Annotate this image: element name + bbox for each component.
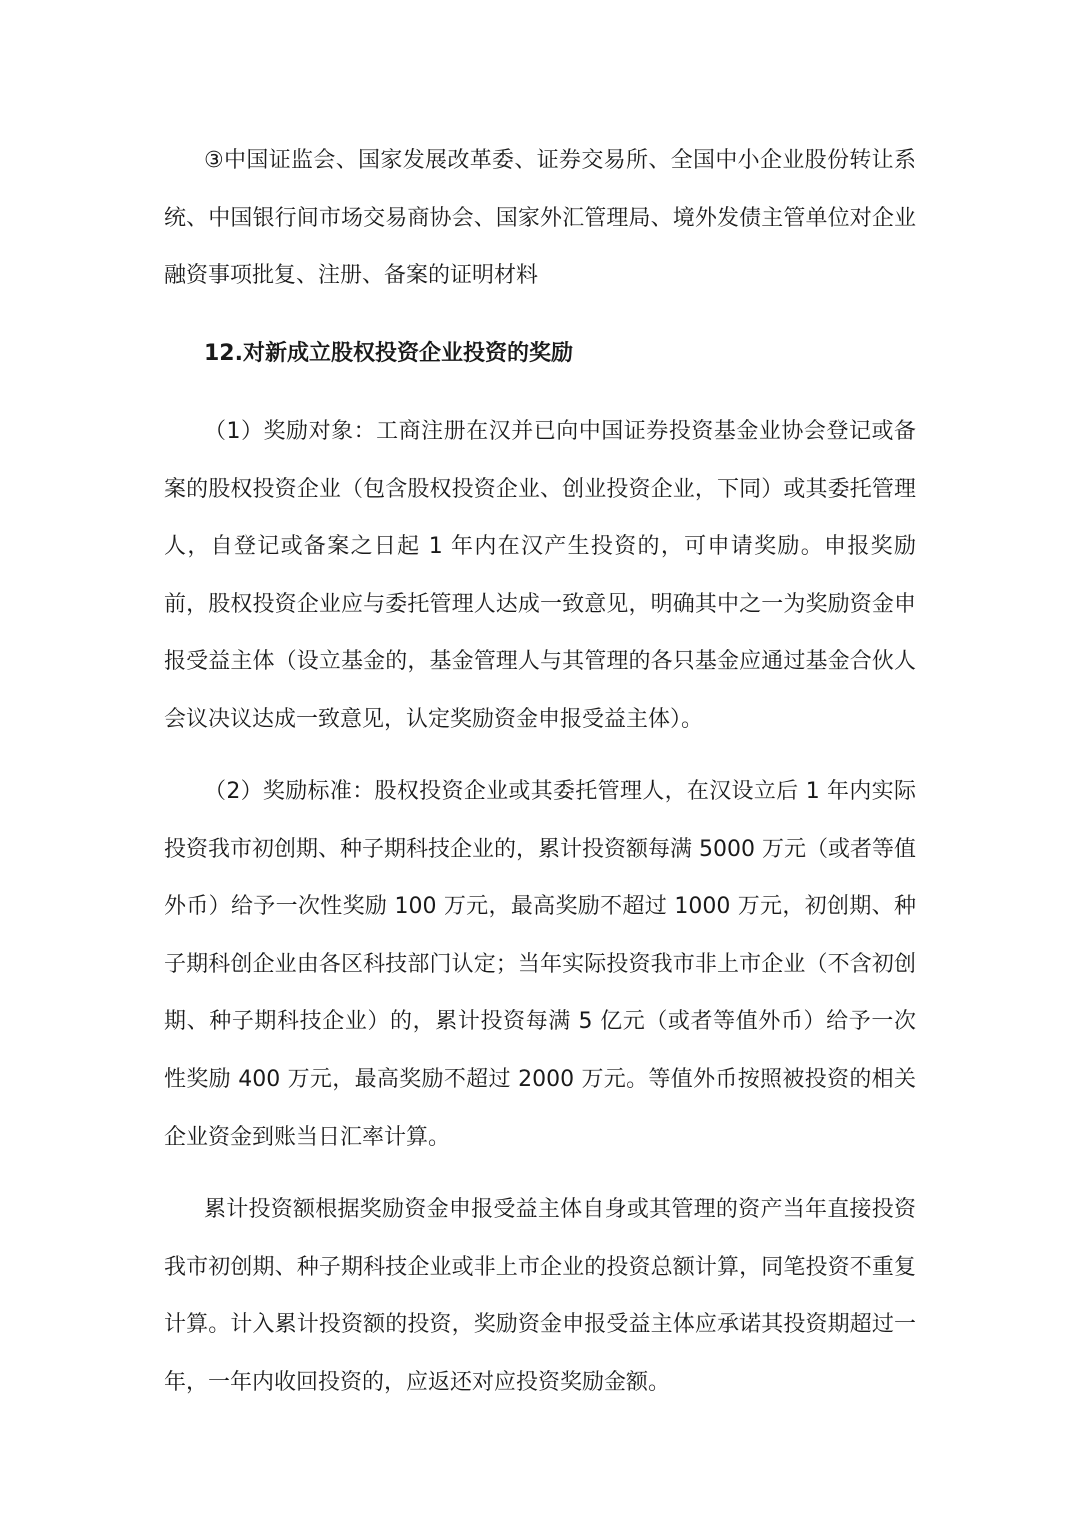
- paragraph-cumulative-calculation: 累计投资额根据奖励资金申报受益主体自身或其管理的资产当年直接投资我市初创期、种子期科技企业或非上市企业的投资总额计算，同笔投资不重复计算。计入累计投资额的投资，奖励资金申报受益主体应承诺其投资期超过一年，一年内收回投资的，应返还对应投资奖励金额。: [164, 1197, 916, 1395]
- paragraph-item-3-proof-materials: ③中国证监会、国家发展改革委、证券交易所、全国中小企业股份转让系统、中国银行间市场交易商协会、国家外汇管理局、境外发债主管单位对企业融资事项批复、注册、备案的证明材料: [164, 148, 916, 289]
- paragraph-reward-standard: （2）奖励标准：股权投资企业或其委托管理人，在汉设立后 1 年内实际投资我市初创期、种子期科技企业的，累计投资额每满 5000 万元（或者等值外币）给予一次性奖励 100 万元，最高奖励不超过 1000 万元，初创期、种子期科创企业由各区科技部门认定；当年实际投资我市非上市企业（不含初创期、种子期科技企业）的，累计投资每满 5 亿元（或者等值外币）给予一次性奖励 400 万元，最高奖励不超过 2000 万元。等值外币按照被投资的相关企业资金到账当日汇率计算。: [164, 779, 916, 1150]
- paragraph-reward-target: （1）奖励对象：工商注册在汉并已向中国证券投资基金业协会登记或备案的股权投资企业（包含股权投资企业、创业投资企业，下同）或其委托管理人，自登记或备案之日起 1 年内在汉产生投资的，可申请奖励。申报奖励前，股权投资企业应与委托管理人达成一致意见，明确其中之一为奖励资金申报受益主体（设立基金的，基金管理人与其管理的各只基金应通过基金合伙人会议决议达成一致意见，认定奖励资金申报受益主体）。: [164, 419, 916, 732]
- section-12-heading: 12.对新成立股权投资企业投资的奖励: [204, 341, 573, 366]
